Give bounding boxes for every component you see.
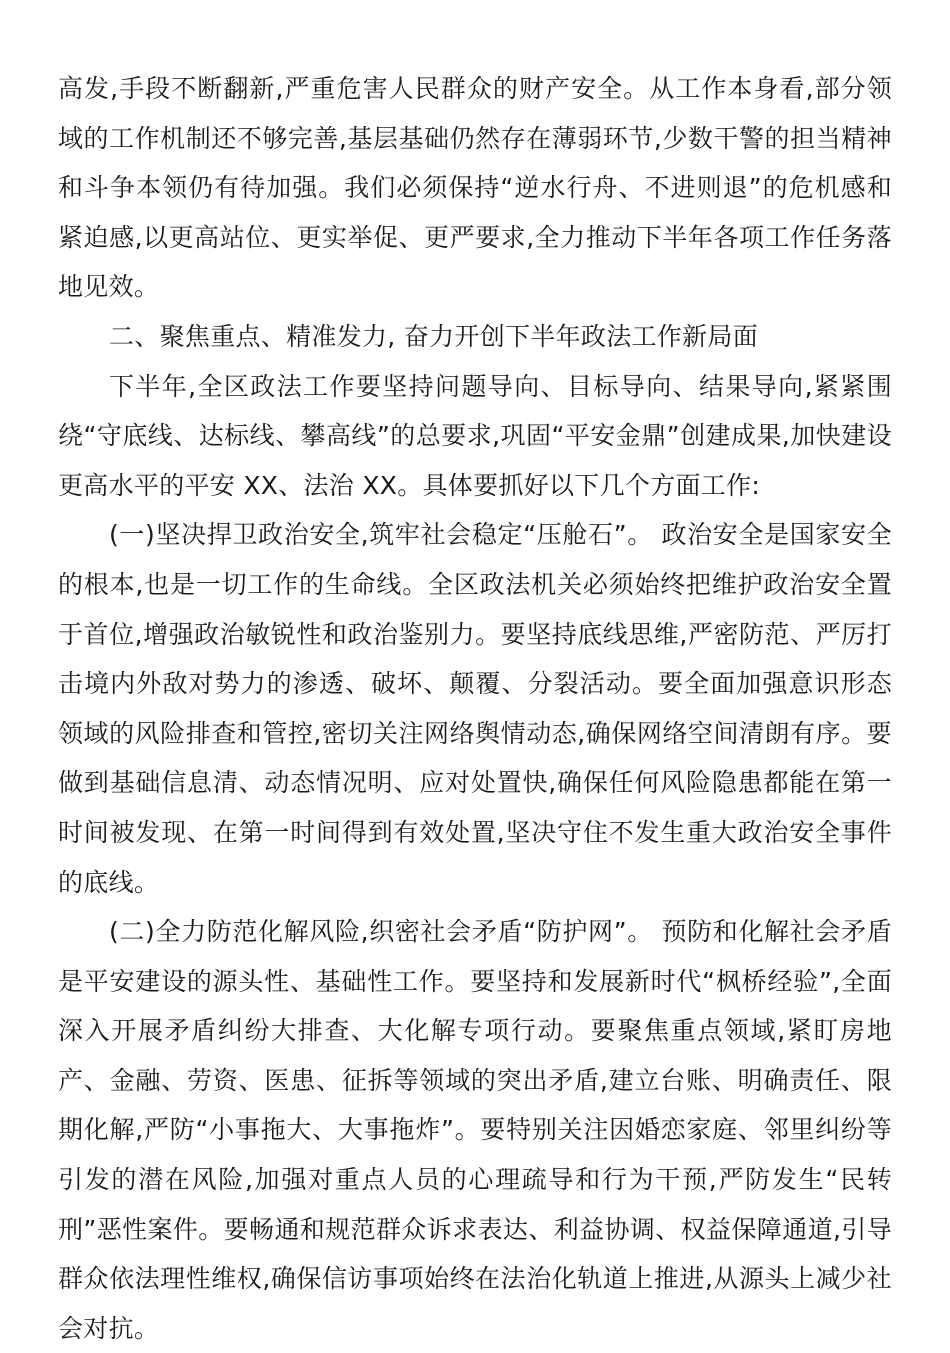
paragraph-risk-prevention: (二)全力防范化解风险,织密社会矛盾“防护网”。 预防和化解社会矛盾是平安建设的源头性、基础性工作。要坚持和发展新时代“枫桥经验”,全面深入开展矛盾纠纷大排查、大化解专项行动。要聚焦重点领域,紧盯房地产、金融、劳资、医患、征拆等领域的突出矛盾,建立台账、明确责任、限期化解,严防“小事拖大、大事拖炸”。要特别关注因婚恋家庭、邻里纠纷等引发的潜在风险,加强对重点人员的心理疏导和行为干预,严防发生“民转刑”恶性案件。要畅通和规范群众诉求表达、利益协调、权益保障通道,引导群众依法理性维权,确保信访事项始终在法治化轨道上推进,从源头上减少社会对抗。	[58, 917, 892, 1343]
paragraph-political-security: (一)坚决捍卫政治安全,筑牢社会稳定“压舱石”。 政治安全是国家安全的根本,也是一切工作的生命线。全区政法机关必须始终把维护政治安全置于首位,增强政治敏锐性和政治鉴别力。要坚持底线思维,严密防范、严厉打击境内外敌对势力的渗透、破坏、颠覆、分裂活动。要全面加强意识形态领域的风险排查和管控,密切关注网络舆情动态,确保网络空间清朗有序。要做到基础信息清、动态情况明、应对处置快,确保任何风险隐患都能在第一时间被发现、在第一时间得到有效处置,坚决守住不发生重大政治安全事件的底线。	[58, 520, 892, 897]
document-page	[58, 64, 892, 1353]
section-heading: 二、聚焦重点、精准发力, 奋力开创下半年政法工作新局面	[109, 321, 758, 351]
paragraph-continuation: 高发,手段不断翻新,严重危害人民群众的财产安全。从工作本身看,部分领域的工作机制还不够完善,基层基础仍然存在薄弱环节,少数干警的担当精神和斗争本领仍有待加强。我们必须保持“逆水行舟、不进则退”的危机感和紧迫感,以更高站位、更实举促、更严要求,全力推动下半年各项工作任务落地见效。	[58, 74, 892, 302]
paragraph-intro: 下半年,全区政法工作要坚持问题导向、目标导向、结果导向,紧紧围绕“守底线、达标线、攀高线”的总要求,巩固“平安金鼎”创建成果,加快建设更高水平的平安 XX、法治 XX。具体要抓好以下几个方面工作:	[58, 371, 892, 500]
